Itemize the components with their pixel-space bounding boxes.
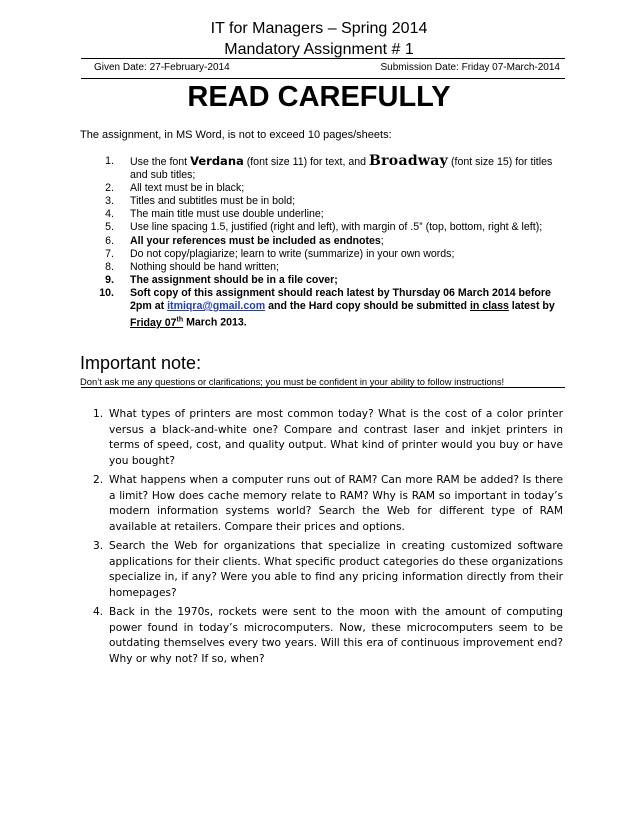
important-note-text: Don’t ask me any questions or clarifications; you must be confident in your ability to follow instructions! <box>80 376 505 387</box>
important-note-divider <box>81 387 565 388</box>
rule-text: ; <box>380 234 384 247</box>
font-name-verdana: Verdana <box>190 154 244 168</box>
question-text: Search the Web for organizations that specialize in creating customized software applications for their clients. What specific product categories do these organizations specialize in, if any? Were you able to find any pricing information directly from their homepages? <box>109 540 563 599</box>
questions-list <box>93 407 563 671</box>
rule-text: All text must be in black; <box>130 182 245 195</box>
rule-number: 3. <box>105 195 114 208</box>
rule-number: 1. <box>105 155 114 167</box>
rule-number: 2. <box>105 182 114 195</box>
ordinal-suffix: th <box>176 316 184 324</box>
rule-text: The assignment should be in a file cover; <box>130 273 338 286</box>
rule-item-3 <box>92 195 566 208</box>
rule-item-5 <box>92 221 566 234</box>
rule-item-1 <box>92 155 566 182</box>
font-name-broadway: Broadway <box>369 153 449 169</box>
question-number: 3. <box>93 540 104 552</box>
rule-text: (font size 15) for titles and sub titles; <box>130 156 553 182</box>
in-class-text: in class <box>469 300 509 313</box>
rule-text: and the Hard copy should be submitted <box>265 300 470 313</box>
document-title: IT for Managers – Spring 2014 <box>210 20 428 37</box>
rule-number: 10. <box>99 286 114 299</box>
important-note-heading: Important note: <box>80 353 202 373</box>
submission-date: Submission Date: Friday 07-March-2014 <box>380 62 560 73</box>
rule-number: 8. <box>105 260 114 273</box>
given-date: Given Date: 27-February-2014 <box>94 62 230 73</box>
rule-text: latest by <box>508 300 555 313</box>
rule-number: 5. <box>105 221 114 234</box>
question-number: 1. <box>93 408 104 420</box>
rule-number: 7. <box>105 247 114 260</box>
email-link[interactable]: itmiqra@gmail.com <box>167 300 266 313</box>
rule-item-4 <box>92 208 566 221</box>
rule-text: The main title must use double underline; <box>130 208 324 221</box>
rule-text: Do not copy/plagiarize; learn to write (summarize) in your own words; <box>130 247 455 260</box>
question-item-3 <box>93 539 563 601</box>
rule-item-8 <box>92 261 566 274</box>
rule-item-9 <box>92 274 566 287</box>
question-item-4 <box>93 605 563 667</box>
question-number: 4. <box>93 606 104 618</box>
rule-text: Nothing should be hand written; <box>130 260 280 273</box>
rule-item-6 <box>92 235 566 248</box>
intro-text: The assignment, in MS Word, is not to exceed 10 pages/sheets: <box>80 129 392 141</box>
rules-list <box>92 155 566 330</box>
read-carefully-heading: READ CAREFULLY <box>187 81 451 113</box>
rule-item-2 <box>92 182 566 195</box>
question-item-2 <box>93 473 563 535</box>
rule-text: Use line spacing 1.5, justified (right and left), with margin of .5” (top, bottom, right & left); <box>130 221 543 234</box>
assignment-title: Mandatory Assignment # 1 <box>224 41 414 58</box>
rule-item-7 <box>92 248 566 261</box>
rule-number: 6. <box>105 234 114 247</box>
rule-number: 9. <box>105 273 114 286</box>
rule-text-bold: All your references must be included as endnotes <box>130 234 381 247</box>
rule-text: Titles and subtitles must be in bold; <box>130 195 296 208</box>
rule-text: (font size 11) for text, and <box>243 156 369 168</box>
rule-number: 4. <box>105 208 114 221</box>
deadline-day: Friday 07 <box>130 316 177 329</box>
rule-item-10 <box>92 287 566 330</box>
rule-text: March 2013. <box>183 316 247 329</box>
rule-text: Use the font <box>130 156 191 168</box>
question-text: What types of printers are most common today? What is the cost of a color printer versus a black-and-white one? Compare and contrast laser and inkjet printers in terms of speed, cost, and quality output. What kind of printer would you buy or have you bought? <box>109 408 563 467</box>
rule-text: Soft copy of this assignment should reach latest by Thursday 06 March 2014 before 2pm at <box>130 286 551 313</box>
question-text: What happens when a computer runs out of RAM? Can more RAM be added? Is there a limit? How does cache memory relate to RAM? Why is RAM so important in today’s modern information systems world? Search the Web for different type of RAM available at retailers. Compare their prices and options. <box>109 474 563 533</box>
question-item-1 <box>93 407 563 469</box>
deadline-date <box>130 317 183 329</box>
header-divider-bottom <box>81 78 565 79</box>
question-text: Back in the 1970s, rockets were sent to the moon with the amount of computing power found in today’s microcomputers. Now, these microcomputers seem to be outdating themselves every two years. Will this era of continuous improvement end? Why or why not? If so, when? <box>109 606 563 665</box>
question-number: 2. <box>93 474 104 486</box>
header-divider-top <box>81 58 565 59</box>
